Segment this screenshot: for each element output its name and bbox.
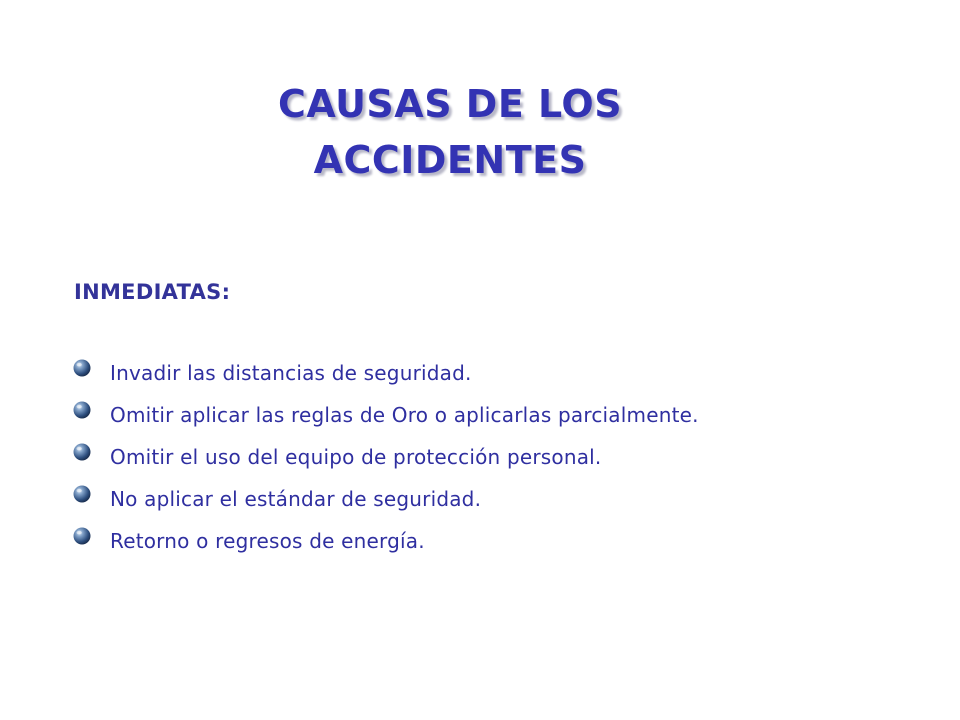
bullet-item	[72, 520, 699, 562]
section-heading: INMEDIATAS:	[74, 280, 231, 304]
sphere-bullet-icon	[72, 484, 92, 504]
slide-title	[130, 76, 770, 188]
bullet-item	[72, 394, 699, 436]
bullet-text: Retorno o regresos de energía.	[110, 529, 425, 553]
sphere-bullet-icon	[72, 526, 92, 546]
sphere-bullet-icon	[72, 358, 92, 378]
bullet-item	[72, 436, 699, 478]
bullet-text: Omitir aplicar las reglas de Oro o aplicarlas parcialmente.	[110, 403, 699, 427]
bullet-list	[72, 352, 699, 562]
slide-title-line-2: ACCIDENTES	[313, 138, 587, 182]
bullet-text: Invadir las distancias de seguridad.	[110, 361, 472, 385]
bullet-text: Omitir el uso del equipo de protección personal.	[110, 445, 602, 469]
sphere-bullet-icon	[72, 442, 92, 462]
sphere-bullet-icon	[72, 400, 92, 420]
bullet-item	[72, 352, 699, 394]
slide-title-line-1: CAUSAS DE LOS	[277, 82, 623, 126]
bullet-item	[72, 478, 699, 520]
bullet-text: No aplicar el estándar de seguridad.	[110, 487, 482, 511]
